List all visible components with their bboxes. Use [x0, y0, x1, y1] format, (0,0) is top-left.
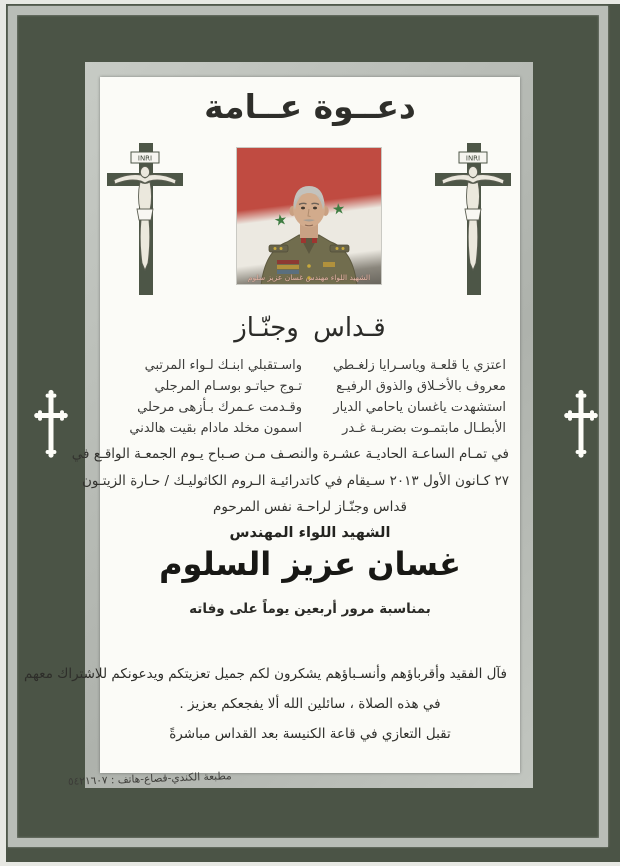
- announcement-line: ٢٧ كـانون الأول ٢٠١٣ سـيقام في كاتدرائيـة الـروم الكاثوليـك / حـارة الزيتـون: [81, 472, 509, 489]
- inri-plaque: INRI: [465, 154, 481, 163]
- condolence-line: في هذه الصلاة ، سائلين الله ألا يفجعكم بعزيز .: [179, 696, 441, 712]
- condolence-line: تقبل التعازي في قاعة الكنيسة بعد القداس مباشرةً: [169, 726, 451, 742]
- deceased-portrait-photo: [236, 147, 382, 285]
- mass-heading: قـداس وجنّـاز: [234, 313, 386, 343]
- invitation-paper: [23, 77, 520, 773]
- eulogy-poem: [100, 355, 520, 443]
- mass-announcement: [71, 441, 520, 521]
- poem-line: الأبطـال مابتمـوت بضربـة غـدر: [342, 421, 506, 436]
- invitation-title: دعــوة عــامة: [204, 87, 416, 126]
- poem-line: تـوج حياتـو بوسـام المرجلي: [154, 379, 302, 394]
- poem-right-column: [310, 355, 506, 439]
- announcement-line: في تمـام الساعـة الحاديـة عشـرة والنصـف مـن صـباح يـوم الجمعـة الواقـع في: [71, 446, 509, 462]
- condolence-paragraph: [23, 659, 520, 749]
- poem-line: استشهدت ياغسان ياحامي الديار: [333, 400, 506, 415]
- flag-star-icon: ★: [272, 210, 290, 231]
- condolence-line: فآل الفقيد وأقرباؤهم وأنسـباؤهم يشكرون لكم جميل تعزيتكم ويدعونكم للاشتراك معهم: [23, 666, 507, 682]
- inner-silver-frame: [23, 62, 533, 788]
- deceased-name: غسان عزيز السلوم: [159, 545, 461, 583]
- fortieth-day-occasion: بمناسبة مرور أربعين يوماً على وفاته: [189, 601, 431, 617]
- poem-left-column: [106, 355, 302, 439]
- poem-line: معروف بالأخـلاق والذوق الرفيـع: [336, 379, 506, 394]
- poem-line: وقـدمت عـمرك بـأزهى مرحلي: [137, 400, 302, 415]
- portrait-caption: الشهيد اللواء مهندس غسان عزيز سلوم: [247, 273, 371, 282]
- inri-plaque: INRI: [137, 154, 153, 163]
- card-green-frame: [6, 4, 620, 862]
- announcement-line: قداس وجنّـاز لراحـة نفس المرحوم: [213, 499, 407, 515]
- officer-figure: [247, 174, 371, 285]
- deceased-rank-title: الشهيد اللواء المهندس: [229, 525, 391, 541]
- flag-star-icon: ★: [331, 199, 347, 220]
- poem-line: اعتزي يا قلعـة وياسـرايا زلغـطي: [332, 358, 506, 373]
- poem-line: واسـتقبلي ابنـك لـواء المرتبي: [144, 358, 302, 373]
- crucifix-left-icon: [104, 139, 186, 299]
- left-border-cross-icon: [32, 386, 70, 462]
- crucifix-right-icon: [432, 139, 514, 299]
- printer-credit: مطبعة الكندي-قصاع-هاتف : ٥٤٢١٦٠٧: [67, 770, 232, 788]
- right-border-cross-icon: [562, 386, 600, 462]
- poem-line: اسمون مخلد مادام بقيت هالدني: [129, 421, 302, 436]
